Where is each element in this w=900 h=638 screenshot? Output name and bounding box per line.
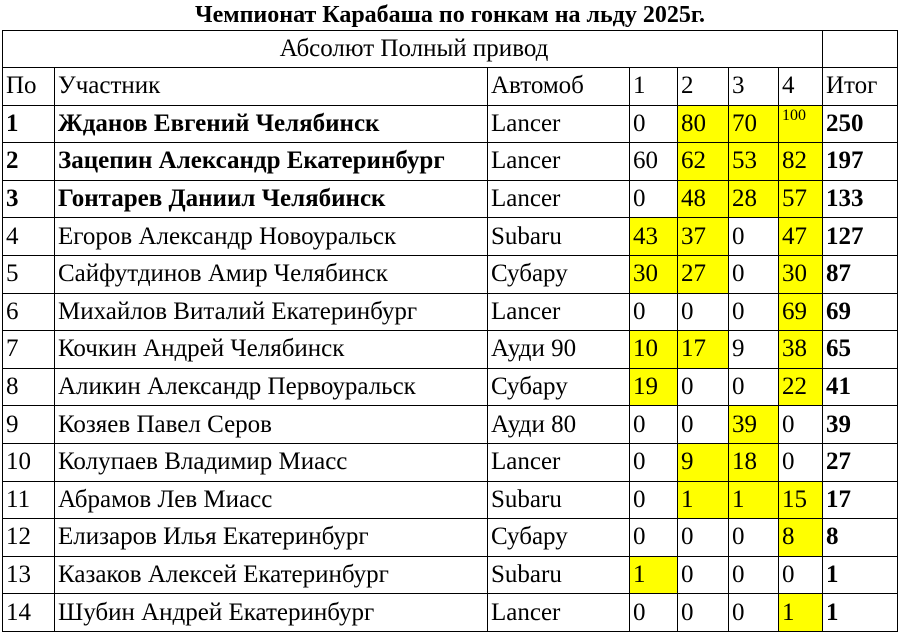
total-cell: 87 bbox=[823, 255, 898, 293]
participant-cell: Егоров Александр Новоуральск bbox=[55, 218, 488, 256]
round-2-score-cell: 0 bbox=[678, 293, 729, 331]
round-4-score-cell: 38 bbox=[779, 331, 823, 369]
round-2-score-cell: 37 bbox=[678, 218, 729, 256]
round-1-score-cell: 19 bbox=[630, 368, 678, 406]
car-cell: Lancer bbox=[488, 594, 630, 632]
table-row bbox=[3, 443, 898, 481]
round-2-score-cell: 62 bbox=[678, 143, 729, 181]
header-position: По bbox=[3, 68, 55, 106]
table-row bbox=[3, 331, 898, 369]
total-cell: 133 bbox=[823, 180, 898, 218]
position-cell: 1 bbox=[3, 105, 55, 143]
round-1-score-cell: 1 bbox=[630, 556, 678, 594]
page-title: Чемпионат Карабаша по гонкам на льду 2025г. bbox=[194, 2, 706, 28]
table-row bbox=[3, 218, 898, 256]
header-round-2: 2 bbox=[678, 68, 729, 106]
round-2-score-cell: 0 bbox=[678, 368, 729, 406]
car-cell: Subaru bbox=[488, 556, 630, 594]
total-cell: 69 bbox=[823, 293, 898, 331]
table-row bbox=[3, 180, 898, 218]
car-cell: Subaru bbox=[488, 481, 630, 519]
total-cell: 250 bbox=[823, 105, 898, 143]
participant-cell: Казаков Алексей Екатеринбург bbox=[55, 556, 488, 594]
round-3-score-cell: 70 bbox=[729, 105, 779, 143]
position-cell: 10 bbox=[3, 443, 55, 481]
header-round-3: 3 bbox=[729, 68, 779, 106]
round-4-score-cell: 0 bbox=[779, 443, 823, 481]
participant-cell: Кочкин Андрей Челябинск bbox=[55, 331, 488, 369]
participant-cell: Михайлов Виталий Екатеринбург bbox=[55, 293, 488, 331]
round-4-score-cell: 30 bbox=[779, 255, 823, 293]
table-row bbox=[3, 368, 898, 406]
round-3-score-cell: 0 bbox=[729, 293, 779, 331]
round-4-score-cell: 100 bbox=[779, 105, 823, 143]
round-2-score-cell: 0 bbox=[678, 519, 729, 557]
round-4-score-cell: 8 bbox=[779, 519, 823, 557]
round-1-score-cell: 0 bbox=[630, 594, 678, 632]
round-2-score-cell: 80 bbox=[678, 105, 729, 143]
round-4-score-cell: 69 bbox=[779, 293, 823, 331]
position-cell: 6 bbox=[3, 293, 55, 331]
round-2-score-cell: 27 bbox=[678, 255, 729, 293]
round-3-score-cell: 0 bbox=[729, 368, 779, 406]
round-3-score-cell: 1 bbox=[729, 481, 779, 519]
car-cell: Subaru bbox=[488, 218, 630, 256]
total-cell: 197 bbox=[823, 143, 898, 181]
round-4-score-cell: 82 bbox=[779, 143, 823, 181]
car-cell: Lancer bbox=[488, 143, 630, 181]
round-1-score-cell: 60 bbox=[630, 143, 678, 181]
car-cell: Ауди 90 bbox=[488, 331, 630, 369]
car-cell: Субару bbox=[488, 255, 630, 293]
results-table bbox=[2, 30, 898, 632]
round-3-score-cell: 53 bbox=[729, 143, 779, 181]
participant-cell: Абрамов Лев Миасс bbox=[55, 481, 488, 519]
round-2-score-cell: 9 bbox=[678, 443, 729, 481]
total-cell: 1 bbox=[823, 594, 898, 632]
table-row bbox=[3, 594, 898, 632]
round-1-score-cell: 43 bbox=[630, 218, 678, 256]
table-row bbox=[3, 255, 898, 293]
round-3-score-cell: 0 bbox=[729, 255, 779, 293]
round-2-score-cell: 48 bbox=[678, 180, 729, 218]
round-1-score-cell: 30 bbox=[630, 255, 678, 293]
round-2-score-cell: 17 bbox=[678, 331, 729, 369]
total-cell: 65 bbox=[823, 331, 898, 369]
position-cell: 5 bbox=[3, 255, 55, 293]
round-1-score-cell: 0 bbox=[630, 481, 678, 519]
table-row bbox=[3, 406, 898, 444]
round-4-score-cell: 57 bbox=[779, 180, 823, 218]
round-3-score-cell: 9 bbox=[729, 331, 779, 369]
header-round-4: 4 bbox=[779, 68, 823, 106]
total-cell: 39 bbox=[823, 406, 898, 444]
round-4-score-cell: 0 bbox=[779, 406, 823, 444]
participant-cell: Сайфутдинов Амир Челябинск bbox=[55, 255, 488, 293]
round-2-score-cell: 1 bbox=[678, 481, 729, 519]
round-4-score-cell: 1 bbox=[779, 594, 823, 632]
round-1-score-cell: 0 bbox=[630, 519, 678, 557]
participant-cell: Аликин Александр Первоуральск bbox=[55, 368, 488, 406]
round-1-score-cell: 0 bbox=[630, 443, 678, 481]
participant-cell: Шубин Андрей Екатеринбург bbox=[55, 594, 488, 632]
round-1-score-cell: 0 bbox=[630, 293, 678, 331]
table-row bbox=[3, 556, 898, 594]
table-row bbox=[3, 105, 898, 143]
round-4-score-cell: 47 bbox=[779, 218, 823, 256]
table-row bbox=[3, 481, 898, 519]
total-cell: 8 bbox=[823, 519, 898, 557]
class-name: Абсолют Полный привод bbox=[3, 31, 823, 68]
round-3-score-cell: 0 bbox=[729, 218, 779, 256]
car-cell: Lancer bbox=[488, 293, 630, 331]
participant-cell: Гонтарев Даниил Челябинск bbox=[55, 180, 488, 218]
car-cell: Субару bbox=[488, 368, 630, 406]
total-cell: 127 bbox=[823, 218, 898, 256]
participant-cell: Елизаров Илья Екатеринбург bbox=[55, 519, 488, 557]
participant-cell: Жданов Евгений Челябинск bbox=[55, 105, 488, 143]
round-1-score-cell: 10 bbox=[630, 331, 678, 369]
header-participant: Участник bbox=[55, 68, 488, 106]
round-1-score-cell: 0 bbox=[630, 105, 678, 143]
car-cell: Lancer bbox=[488, 443, 630, 481]
position-cell: 12 bbox=[3, 519, 55, 557]
round-3-score-cell: 39 bbox=[729, 406, 779, 444]
round-4-score-cell: 22 bbox=[779, 368, 823, 406]
car-cell: Lancer bbox=[488, 180, 630, 218]
total-cell: 27 bbox=[823, 443, 898, 481]
total-cell: 1 bbox=[823, 556, 898, 594]
round-3-score-cell: 0 bbox=[729, 519, 779, 557]
round-3-score-cell: 0 bbox=[729, 556, 779, 594]
round-2-score-cell: 0 bbox=[678, 594, 729, 632]
table-row bbox=[3, 293, 898, 331]
table-row bbox=[3, 143, 898, 181]
position-cell: 7 bbox=[3, 331, 55, 369]
class-header-row bbox=[3, 31, 898, 68]
car-cell: Субару bbox=[488, 519, 630, 557]
table-row bbox=[3, 519, 898, 557]
round-3-score-cell: 28 bbox=[729, 180, 779, 218]
round-4-score-cell: 0 bbox=[779, 556, 823, 594]
header-car: Автомоб bbox=[488, 68, 630, 106]
position-cell: 14 bbox=[3, 594, 55, 632]
round-2-score-cell: 0 bbox=[678, 556, 729, 594]
header-total: Итог bbox=[823, 68, 898, 106]
round-4-score-cell: 15 bbox=[779, 481, 823, 519]
car-cell: Ауди 80 bbox=[488, 406, 630, 444]
participant-cell: Зацепин Александр Екатеринбург bbox=[55, 143, 488, 181]
total-cell: 41 bbox=[823, 368, 898, 406]
position-cell: 2 bbox=[3, 143, 55, 181]
car-cell: Lancer bbox=[488, 105, 630, 143]
header-round-1: 1 bbox=[630, 68, 678, 106]
round-3-score-cell: 18 bbox=[729, 443, 779, 481]
position-cell: 13 bbox=[3, 556, 55, 594]
participant-cell: Колупаев Владимир Миасс bbox=[55, 443, 488, 481]
round-1-score-cell: 0 bbox=[630, 406, 678, 444]
class-header-empty-cell bbox=[823, 31, 898, 68]
round-2-score-cell: 0 bbox=[678, 406, 729, 444]
round-3-score-cell: 0 bbox=[729, 594, 779, 632]
total-cell: 17 bbox=[823, 481, 898, 519]
position-cell: 8 bbox=[3, 368, 55, 406]
participant-cell: Козяев Павел Серов bbox=[55, 406, 488, 444]
column-header-row bbox=[3, 68, 898, 106]
round-1-score-cell: 0 bbox=[630, 180, 678, 218]
position-cell: 11 bbox=[3, 481, 55, 519]
position-cell: 3 bbox=[3, 180, 55, 218]
position-cell: 4 bbox=[3, 218, 55, 256]
position-cell: 9 bbox=[3, 406, 55, 444]
